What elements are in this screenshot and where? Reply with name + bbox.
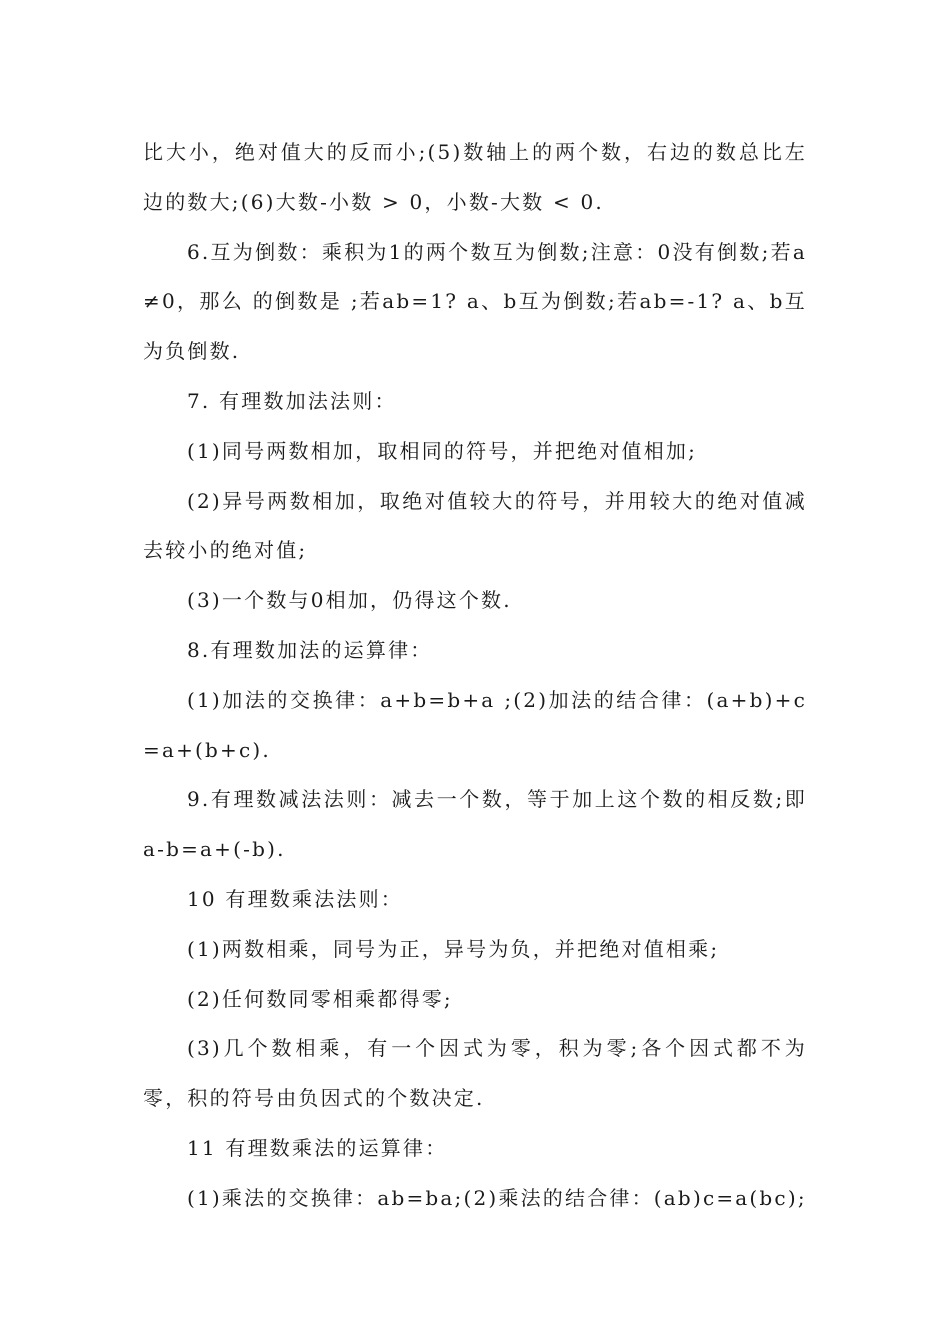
- paragraph-multiplication-rule-3: (3)几个数相乘，有一个因式为零，积为零;各个因式都不为零，积的符号由负因式的个数决定.: [143, 1036, 807, 1111]
- document-body: [143, 128, 807, 1224]
- paragraph-reciprocals: 6.互为倒数：乘积为1的两个数互为倒数;注意：0没有倒数;若a≠0，那么 的倒数是 ;若ab=1? a、b互为倒数;若ab=-1? a、b互为负倒数.: [143, 239, 807, 364]
- heading-multiplication-laws: 11 有理数乘法的运算律：: [187, 1135, 448, 1160]
- heading-addition-laws: 8.有理数加法的运算律：: [187, 637, 433, 662]
- paragraph-multiplication-rule-2: (2)任何数同零相乘都得零;: [187, 986, 453, 1011]
- paragraph-addition-rule-1: (1)同号两数相加，取相同的符号，并把绝对值相加;: [187, 438, 698, 463]
- paragraph-addition-rule-3: (3)一个数与0相加，仍得这个数.: [187, 588, 512, 613]
- paragraph-multiplication-laws: (1)乘法的交换律：ab=ba;(2)乘法的结合律：(ab)c=a(bc);: [187, 1185, 807, 1210]
- paragraph-comparison-rules: 比大小，绝对值大的反而小;(5)数轴上的两个数，右边的数总比左边的数大;(6)大数-小数 > 0，小数-大数 < 0.: [143, 140, 807, 214]
- paragraph-multiplication-rule-1: (1)两数相乘，同号为正，异号为负，并把绝对值相乘;: [187, 936, 720, 961]
- paragraph-subtraction-rule: 9.有理数减法法则：减去一个数，等于加上这个数的相反数;即a-b=a+(-b).: [143, 787, 807, 862]
- paragraph-addition-rule-2: (2)异号两数相加，取绝对值较大的符号，并用较大的绝对值减去较小的绝对值;: [143, 488, 807, 563]
- paragraph-addition-laws: (1)加法的交换律：a+b=b+a ;(2)加法的结合律：(a+b)+c=a+(b+c).: [143, 687, 807, 762]
- heading-addition-rules: 7. 有理数加法法则：: [187, 388, 397, 413]
- heading-multiplication-rules: 10 有理数乘法法则：: [187, 886, 404, 911]
